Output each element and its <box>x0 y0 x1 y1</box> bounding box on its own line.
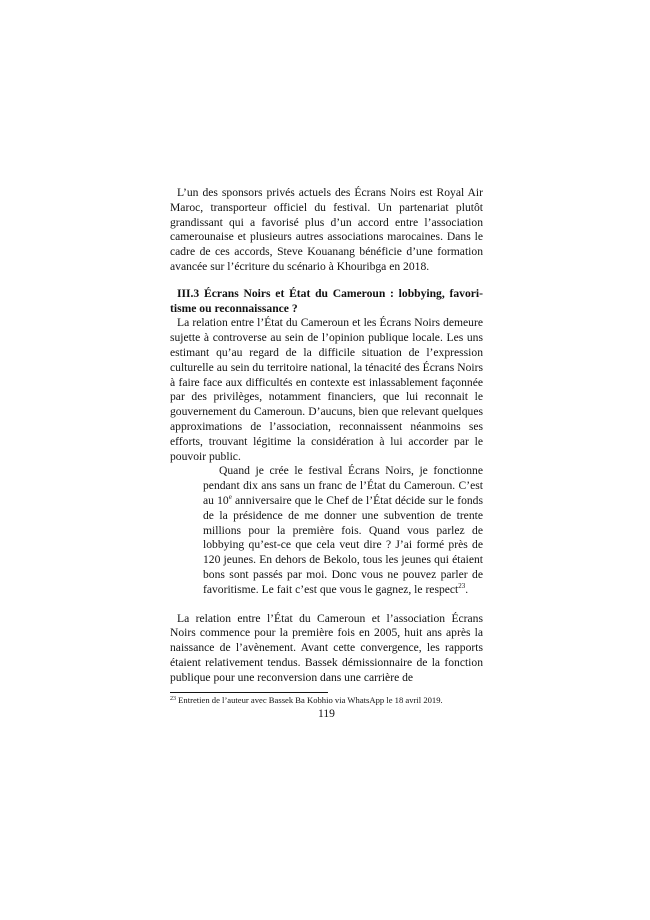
footnote-divider <box>170 692 328 693</box>
book-page <box>170 186 483 720</box>
page-number: 119 <box>318 706 335 720</box>
paragraph-sponsors: L’un des sponsors privés actuels des Écrans Noirs est Royal Air Maroc, transporteur officiel du festival. Un partenariat plutôt grandissant qui a favorisé plus d’un accord entre l’association camerounaise et plusieurs autres associations marocaines. Dans le cadre de ces accords, Steve Kouanang bénéficie d’une formation avancée sur l’écriture du scénario à Khouribga en 2018. <box>170 186 483 273</box>
footnote-number: 23 <box>170 695 176 702</box>
quote-end: . <box>465 582 469 596</box>
footnote-reference[interactable]: 23 <box>458 581 466 590</box>
quote-part-1: Quand je crée le festival Écrans Noirs, je fonctionne pendant dix ans sans un franc de l’État du Cameroun. C’est au 10 <box>203 464 483 507</box>
paragraph-history: La relation entre l’État du Cameroun et l’association Écrans Noirs commence pour la première fois en 2005, huit ans après la naissance de l’avènement. Avant cette convergence, les rapports étaient relativement tendus. Bassek démissionnaire de la fonction publique pour une reconversion dans une carrière de <box>170 611 483 684</box>
footnote-text: Entretien de l’auteur avec Bassek Ba Kobhio via WhatsApp le 18 avril 2019. <box>176 694 443 705</box>
footnote <box>170 695 483 705</box>
paragraph-state-relation: La relation entre l’État du Cameroun et les Écrans Noirs demeure sujette à controverse au sein de l’opinion publique locale. Les uns estimant qu’au regard de la difficile situation de l’expression culturelle au sein du territoire national, la ténacité des Écrans Noirs à faire face aux difficultés en contexte est inlassablement façonnée par des privilèges, notamment financiers, que lui reconnait le gouvernement du Cameroun. D’aucuns, bien que relevant quelques approximations de l’association, reconnaissent néanmoins ses efforts, trouvant légitime la considération à lui accorder par le pouvoir public. <box>170 316 483 463</box>
quote-part-2: anniversaire que le Chef de l’État décide sur le fonds de la présidence de me donner une subvention de trente millions pour la première fois. Quand vous parlez de lobbying qu’est-ce que cela veut dire ? J’ai formé près de 120 jeunes. En dehors de Bekolo, tous les jeunes qui étaient bons sont passés par moi. Donc vous ne pouvez parler de favoritisme. Le fait c’est que vous le gagnez, le respect <box>203 493 483 596</box>
section-heading: III.3 Écrans Noirs et État du Cameroun : lobbying, favoritisme ou reconnaissance ? <box>170 286 483 315</box>
quote-superscript: e <box>228 492 232 501</box>
block-quote <box>203 464 483 597</box>
